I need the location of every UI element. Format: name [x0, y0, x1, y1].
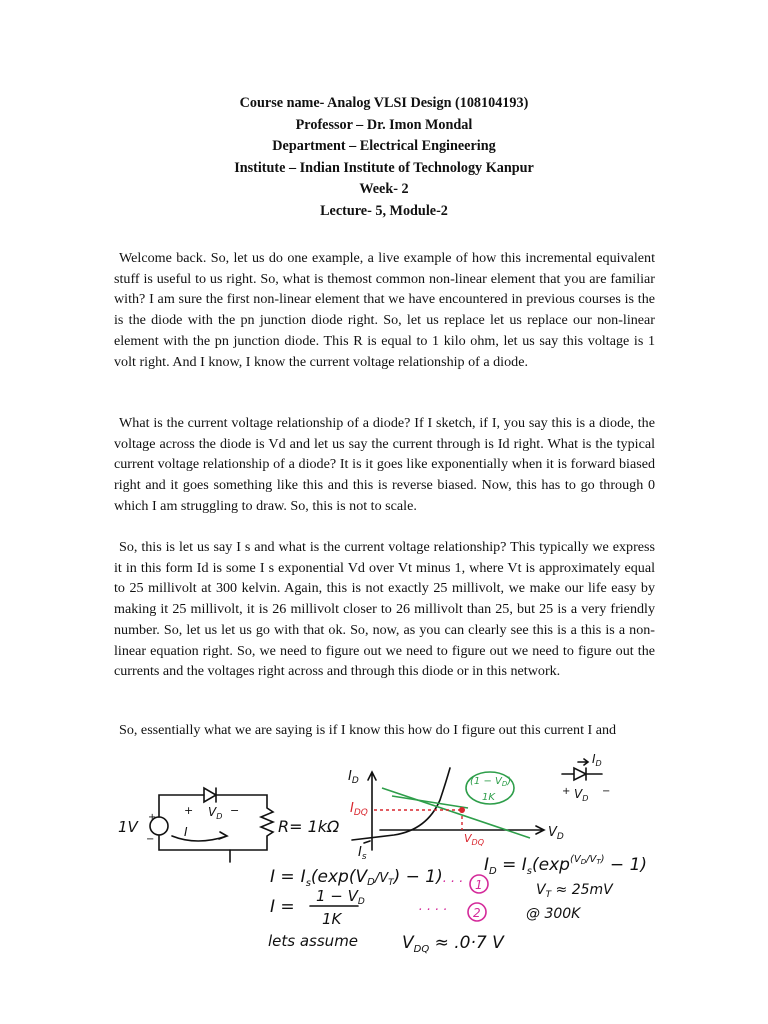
paragraph-2: What is the current voltage relationship of a diode? If I sketch, if I, you say this is a diode, the voltage across the diode is Vd and let us say the current through is Id right. What is the typical current voltage relationship of a diode? It is it goes like exponentially when it is forward biased right and it goes something like this and this is reverse biased. Now, this has to go through 0 which I am struggling to draw. So, this is not to scale. — [114, 415, 655, 514]
vd-label: $V_D$ — [208, 805, 223, 821]
diode-icon — [204, 788, 216, 802]
equation-2-dots: · · · · — [418, 903, 447, 918]
department-name: Department – Electrical Engineering — [272, 138, 496, 155]
assume-text: lets assume — [268, 932, 359, 950]
graph-x-label: $V_D$ — [548, 825, 564, 842]
paragraph-1: Welcome back. So, let us do one example, a live example of how this incremental equivalent stuff is useful to us right. So, what is themost common non-linear element that you are familiar with? I am sure the first non-linear element that we have encountered in previous courses is the is the diode with the pn junction diode right. So, let us replace let us replace our non-linear element with the pn junction diode. This R is equal to 1 kilo ohm, let us say this voltage is 1 volt right. And I know, I know the current voltage relationship of a diode. — [114, 250, 655, 370]
vt-approx: $V_T \approx 25mV$ — [536, 882, 613, 900]
paragraph-3: So, this is let us say I s and what is the current voltage relationship? This typically we express it in this form Id is some I s exponential Vd over Vt minus 1, where Vt is approximately equal to 25 millivolt at 300 kelvin. Again, this is not exactly 25 millivolt, we make our life easy by making it 25 millivolt, it is 26 millivolt closer to 26 millivolt than 25, but 25 is a very friendly number. So, let us let us go with that ok. So, now, as you can clearly see this is a this is a non-linear equation right. So, we need to figure out we need to figure out we need to figure out the currents and the voltages right across and through this diode or in this network. — [114, 539, 655, 680]
lecture-header — [0, 93, 768, 223]
vdq-assumption: $V_{DQ} \approx .0\cdot 7$ V — [402, 933, 504, 955]
professor-name: Professor – Dr. Imon Mondal — [295, 116, 473, 133]
source-plus: + — [148, 812, 157, 823]
handwritten-figure — [112, 750, 660, 976]
vdq-label: $V_{DQ}$ — [464, 832, 484, 847]
load-line-label-leader — [392, 796, 468, 808]
diode-v-label: $V_D$ — [574, 787, 589, 803]
equation-2-numerator: $1 - V_D$ — [316, 887, 365, 907]
diode-minus: − — [602, 786, 611, 797]
source-minus: − — [146, 834, 155, 845]
idq-label: $I_{DQ}$ — [350, 801, 368, 818]
loop-current-arrow-icon — [172, 832, 227, 841]
marker-1: 1 — [475, 878, 483, 892]
load-line-denominator: 1K — [482, 792, 495, 803]
equation-2-lhs: I = — [270, 897, 295, 917]
diode-symbol-icon — [562, 768, 602, 780]
diode-plus: + — [562, 786, 571, 797]
diode-current-label: $I_D$ — [592, 752, 602, 768]
vd-plus: + — [184, 804, 194, 817]
resistor-label: R= 1kΩ — [278, 817, 340, 836]
lecture-label: Lecture- 5, Module-2 — [320, 202, 448, 219]
diode-circuit — [150, 788, 273, 862]
circuit-wires — [159, 795, 273, 850]
diode-current-arrow-icon — [578, 759, 588, 765]
equation-1: $I = I_s(\exp(VD/VT) - 1)$ — [270, 867, 443, 889]
course-name: Course name- Analog VLSI Design (108104193) — [239, 95, 529, 111]
institute-name: Institute – Indian Institute of Technology Kanpur — [234, 159, 534, 176]
marker-2: 2 — [473, 906, 481, 920]
equation-1-dots: · · · — [442, 875, 463, 890]
source-label: 1V — [118, 818, 138, 836]
vd-minus: − — [230, 804, 240, 817]
temperature-note: @ 300K — [526, 906, 581, 922]
graph-y-label: $I_D$ — [348, 769, 359, 786]
paragraph-4: So, essentially what we are saying is if I know this how do I figure out this current I and — [119, 722, 617, 738]
operating-point-dot — [459, 807, 465, 813]
diode-equation: $I_D = I_s(\exp^{(V}D/VT) - 1$) — [484, 854, 648, 877]
equation-2-denominator: 1K — [322, 910, 342, 928]
is-label: $I_s$ — [358, 845, 367, 862]
week-label: Week- 2 — [359, 181, 409, 198]
loop-current-label: I — [184, 825, 188, 839]
is-marker — [364, 841, 370, 843]
iv-graph — [352, 768, 544, 850]
load-line-numerator: $(1 - V_D)$ — [470, 776, 512, 788]
